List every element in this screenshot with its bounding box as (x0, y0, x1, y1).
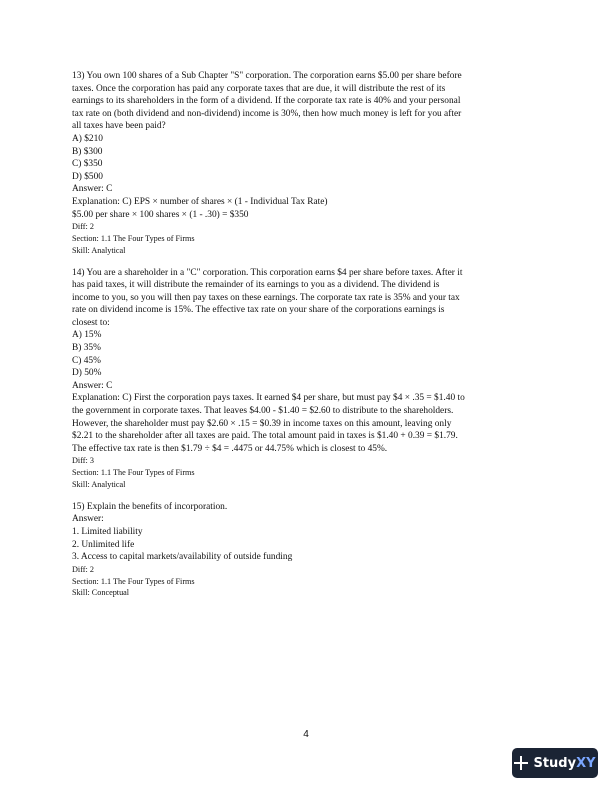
document-page (72, 70, 542, 609)
answer: Answer: C (72, 184, 113, 195)
answer-item: 1. Limited liability (72, 527, 143, 537)
explanation-line: $2.21 to the shareholder after all taxes are paid. The total amount paid in taxes is $1.40 + 0.39 = $1.79. (72, 431, 458, 442)
explanation-line: the government in corporate taxes. That leaves $4.00 - $1.40 = $2.60 to distribute to the shareholders. (72, 406, 454, 417)
question-line: 13) You own 100 shares of a Sub Chapter "S" corporation. The corporation earns $5.00 per share before (72, 71, 462, 81)
question-line: income to you, so you will then pay taxes on these earnings. The corporate tax rate is 35% and your tax (72, 292, 460, 303)
choice-b: B) $300 (72, 146, 103, 157)
question-line: 14) You are a shareholder in a "C" corporation. This corporation earns $4 per share before taxes. After it (72, 267, 463, 278)
choice-c: C) $350 (72, 159, 103, 170)
choice-d: D) 50% (72, 368, 102, 379)
question-line: earnings to its shareholders in the form of a dividend. If the corporate tax rate is 40% and your personal (72, 96, 461, 107)
question-15 (72, 501, 542, 599)
choice-d: D) $500 (72, 171, 103, 182)
question-line: 15) Explain the benefits of incorporation. (72, 501, 228, 512)
skill: Skill: Analytical (72, 245, 126, 255)
explanation-line: $5.00 per share × 100 shares × (1 - .30) = $350 (72, 209, 249, 220)
section: Section: 1.1 The Four Types of Firms (72, 233, 195, 243)
skill: Skill: Conceptual (72, 588, 130, 598)
plus-icon (514, 756, 528, 770)
badge-label (533, 756, 595, 771)
question-14 (72, 267, 542, 491)
question-line: rate on dividend income is 15%. The effective tax rate on your share of the corporations earnings is (72, 305, 445, 316)
page-number: 4 (303, 729, 309, 740)
section: Section: 1.1 The Four Types of Firms (72, 468, 195, 478)
answer-item: 3. Access to capital markets/availability of outside funding (72, 552, 293, 563)
badge-text-main: Study (533, 755, 577, 771)
choice-b: B) 35% (72, 343, 101, 354)
question-line: tax rate on (both dividend and non-dividend) income is 30%, then how much money is left for you after (72, 108, 462, 119)
explanation-line: Explanation: C) EPS × number of shares × (1 - Individual Tax Rate) (72, 196, 328, 207)
choice-a: A) $210 (72, 133, 103, 144)
question-line: has paid taxes, it will distribute the remainder of its earnings to you as a dividend. The dividend is (72, 280, 440, 291)
question-line: taxes. Once the corporation has paid any corporate taxes that are due, it will distribute the rest of its (72, 83, 446, 94)
difficulty: Diff: 3 (72, 456, 94, 466)
explanation-line: However, the shareholder must pay $2.60 × .15 = $0.39 in income taxes on this amount, leaving only (72, 418, 452, 429)
difficulty: Diff: 2 (72, 564, 94, 574)
choice-a: A) 15% (72, 330, 102, 341)
section: Section: 1.1 The Four Types of Firms (72, 576, 195, 586)
difficulty: Diff: 2 (72, 222, 94, 232)
explanation-line: The effective tax rate is then $1.79 ÷ $4 = .4475 or 44.75% which is closest to 45%. (72, 443, 388, 454)
skill: Skill: Analytical (72, 480, 126, 490)
answer-item: 2. Unlimited life (72, 539, 135, 550)
answer: Answer: (72, 514, 104, 525)
badge-text-accent: XY (576, 755, 596, 771)
question-line: closest to: (72, 317, 110, 328)
answer: Answer: C (72, 380, 113, 391)
studyxy-badge[interactable] (512, 748, 598, 778)
question-line: all taxes have been paid? (72, 121, 166, 132)
choice-c: C) 45% (72, 355, 101, 366)
question-13 (72, 70, 542, 257)
explanation-line: Explanation: C) First the corporation pays taxes. It earned $4 per share, but must pay $4 × .35 = $1.40 to (72, 393, 465, 404)
